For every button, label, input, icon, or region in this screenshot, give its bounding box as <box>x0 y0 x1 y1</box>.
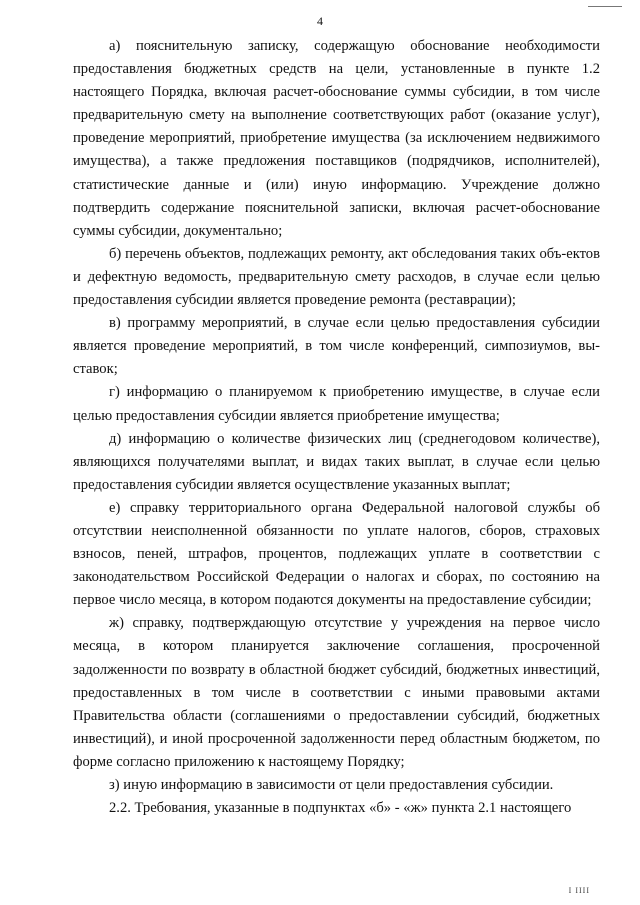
paragraph-2-2: 2.2. Требования, указанные в подпунктах «б» - «ж» пункта 2.1 настоящего <box>109 800 572 817</box>
paragraph-b: б) перечень объектов, подлежащих ремонту, акт обследования таких объ-ектов и дефектную ведомость, предварительную смету расходов, в случае если целью предоставления субсидии является проведение ремонта (реставрации); <box>73 245 600 309</box>
paragraph-g: г) информацию о планируемом к приобретению имуществе, в случае если целью предоставления субсидии является приобретение имущества; <box>73 384 600 424</box>
footer-mark: I IIII <box>568 886 590 895</box>
page-number: 4 <box>317 14 323 28</box>
paragraph-z: з) иную информацию в зависимости от цели предоставления субсидии. <box>109 777 554 793</box>
paragraph-d: д) информацию о количестве физических лиц (среднегодовом количестве), являющихся получателями выплат, и видах таких выплат, в случае если целью предоставления субсидии является осуществление указанных выплат; <box>73 430 600 493</box>
paragraph-a: а) пояснительную записку, содержащую обоснование необходимости предоставления бюджетных средств на цели, установленные в пункте 1.2 настоящего Порядка, включая расчет-обоснование суммы субсидии, в том числе предварительную смету на выполнение соответствующих работ (оказание услуг), проведение мероприятий, приобретение имущества (за исключением недвижимого имущества), а также предложения поставщиков (подрядчиков, исполнителей), статистические данные и (или) иную информацию. Учреждение должно подтвердить содержание пояснительной записки, включая расчет-обоснование суммы субсидии, документально; <box>73 38 600 239</box>
paragraph-zh: ж) справку, подтверждающую отсутствие у учреждения на первое число месяца, в котором планируется заключение соглашения, просроченной задолженности по возврату в областной бюджет субсидий, бюджетных инвестиций, предоставленных в том числе в соответствии с иными правовыми актами Правительства области (соглашениями о предоставлении субсидий, бюджетных инвестиций), и иной просроченной задолженности перед областным бюджетом, по форме согласно приложению к настоящему Порядку; <box>73 615 600 770</box>
corner-mark <box>588 0 622 7</box>
paragraph-v: в) программу мероприятий, в случае если целью предоставления субсидии является проведение мероприятий, в том числе конференций, симпозиумов, вы-ставок; <box>73 315 600 378</box>
document-body <box>73 35 600 820</box>
paragraph-e: е) справку территориального органа Федеральной налоговой службы об отсутствии неисполненной обязанности по уплате налогов, сборов, страховых взносов, пеней, штрафов, процентов, подлежащих уплате в соответствии с законодательством Российской Федерации о налогах и сборах, по состоянию на первое число месяца, в котором подаются документы на предоставление субсидии; <box>73 499 600 609</box>
